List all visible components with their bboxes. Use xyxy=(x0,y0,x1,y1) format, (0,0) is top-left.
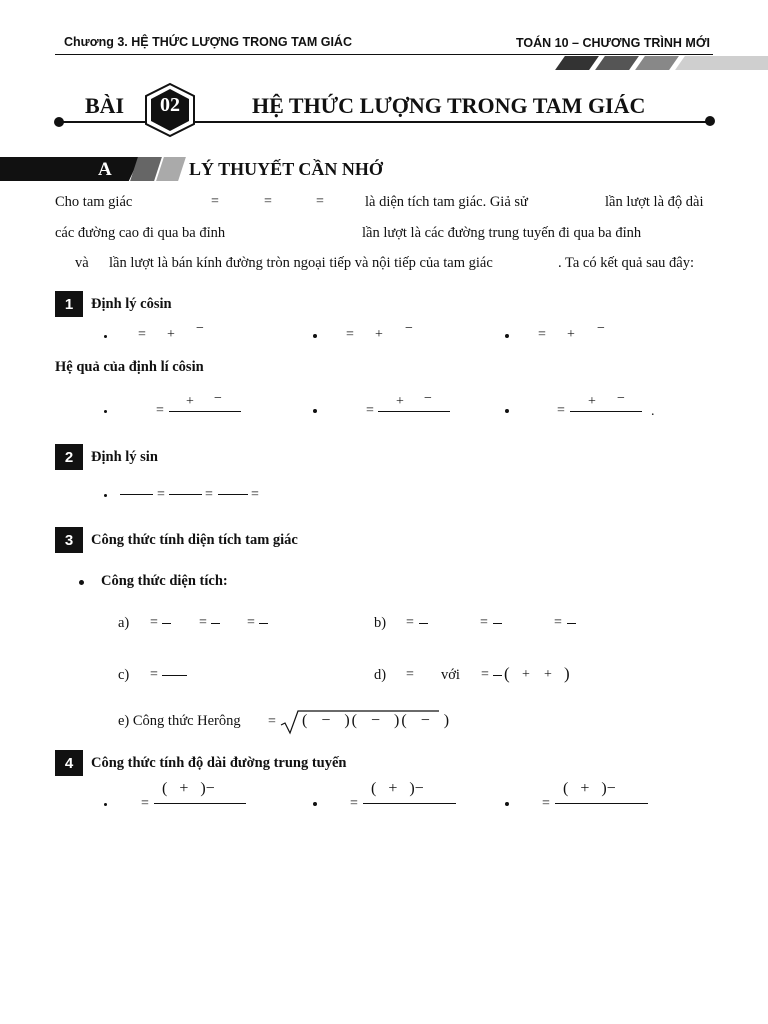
fraction-bar xyxy=(363,803,456,804)
median-numerator: ( + )− xyxy=(162,780,215,797)
paren: ( xyxy=(504,664,510,683)
heron-expression: ( − )( − )( − ) xyxy=(302,712,452,729)
eq-sign: = xyxy=(156,403,164,418)
minus-sign: − xyxy=(405,321,413,336)
lesson-title: HỆ THỨC LƯỢNG TRONG TAM GIÁC xyxy=(248,93,649,119)
eq-sign: = xyxy=(554,615,562,630)
eq-sign: = xyxy=(366,403,374,418)
section-number: 4 xyxy=(55,750,83,776)
period: . xyxy=(651,404,655,419)
bullet xyxy=(505,334,509,338)
eq-sign: = xyxy=(542,796,550,811)
bullet xyxy=(313,802,317,806)
median-numerator: ( + )− xyxy=(563,780,616,797)
plus-sign: + xyxy=(396,394,404,409)
eq-sign: = xyxy=(251,487,259,502)
eq-sign: = xyxy=(406,667,414,682)
intro-text: và xyxy=(75,255,89,271)
corollary-title: Hệ quả của định lí côsin xyxy=(55,359,204,375)
fraction-bar xyxy=(570,411,642,412)
bullet xyxy=(313,409,317,413)
item-label: a) xyxy=(118,615,130,631)
eq-sign: = xyxy=(406,615,414,630)
section-title: Định lý sin xyxy=(91,449,158,465)
fraction-bar xyxy=(259,623,268,624)
header-stripe-3 xyxy=(635,56,679,70)
intro-text: . Ta có kết quả sau đây: xyxy=(558,255,695,271)
bullet xyxy=(104,335,107,338)
minus-sign: − xyxy=(196,321,204,336)
item-label: d) xyxy=(374,667,387,683)
with-word: với xyxy=(441,667,460,683)
fraction-bar xyxy=(211,623,220,624)
plus-sign: + xyxy=(522,667,530,682)
intro-text: lần lượt là bán kính đường tròn ngoại tiếp và nội tiếp của tam giác xyxy=(109,255,493,271)
fraction-bar xyxy=(120,494,153,495)
eq-sign: = xyxy=(264,194,272,209)
section-title: Định lý côsin xyxy=(91,296,172,312)
eq-sign: = xyxy=(247,615,255,630)
intro-text: các đường cao đi qua ba đỉnh xyxy=(55,225,226,241)
intro-text: là diện tích tam giác. Giả sử xyxy=(365,194,528,210)
bullet xyxy=(505,409,509,413)
title-dot-right xyxy=(705,116,715,126)
fraction-bar xyxy=(169,494,202,495)
paren: ) xyxy=(564,664,570,683)
fraction-bar xyxy=(162,675,187,676)
item-label: c) xyxy=(118,667,130,683)
eq-sign: = xyxy=(346,327,354,342)
plus-sign: + xyxy=(567,327,575,342)
bullet xyxy=(79,580,84,585)
intro-text: lần lượt là các đường trung tuyến đi qua ba đỉnh xyxy=(362,225,642,241)
fraction-bar xyxy=(567,623,576,624)
bullet xyxy=(104,410,107,413)
section-title: Công thức tính độ dài đường trung tuyến xyxy=(91,755,347,771)
fraction-bar xyxy=(493,675,502,676)
lesson-number: 02 xyxy=(160,94,180,116)
section-number: 3 xyxy=(55,527,83,553)
fraction-bar xyxy=(162,623,171,624)
chapter-header: Chương 3. HỆ THỨC LƯỢNG TRONG TAM GIÁC xyxy=(64,35,352,49)
fraction-bar xyxy=(218,494,248,495)
header-rule xyxy=(55,54,713,55)
eq-sign: = xyxy=(480,615,488,630)
section-number: 1 xyxy=(55,291,83,317)
eq-sign: = xyxy=(211,194,219,209)
fraction-bar xyxy=(169,411,241,412)
eq-sign: = xyxy=(205,487,213,502)
plus-sign: + xyxy=(186,394,194,409)
eq-sign: = xyxy=(481,667,489,682)
eq-sign: = xyxy=(557,403,565,418)
eq-sign: = xyxy=(538,327,546,342)
section-title: Công thức tính diện tích tam giác xyxy=(91,532,298,548)
section-number: 2 xyxy=(55,444,83,470)
header-stripe-4 xyxy=(675,56,768,70)
item-label: b) xyxy=(374,615,387,631)
eq-sign: = xyxy=(350,796,358,811)
bullet xyxy=(313,334,317,338)
eq-sign: = xyxy=(141,796,149,811)
fraction-bar xyxy=(555,803,648,804)
eq-sign: = xyxy=(157,487,165,502)
bullet xyxy=(104,494,107,497)
section-a-title: LÝ THUYẾT CẦN NHỚ xyxy=(189,159,383,179)
plus-sign: + xyxy=(167,327,175,342)
eq-sign: = xyxy=(316,194,324,209)
plus-sign: + xyxy=(544,667,552,682)
heron-label: e) Công thức Herông xyxy=(118,713,241,729)
fraction-bar xyxy=(378,411,450,412)
plus-sign: + xyxy=(588,394,596,409)
eq-sign: = xyxy=(268,714,276,729)
minus-sign: − xyxy=(597,321,605,336)
section-a-letter: A xyxy=(98,159,112,180)
title-dot-left xyxy=(54,117,64,127)
bullet xyxy=(505,802,509,806)
intro-text: lần lượt là độ dài xyxy=(605,194,704,210)
eq-sign: = xyxy=(138,327,146,342)
header-stripe-1 xyxy=(555,56,599,70)
plus-sign: + xyxy=(375,327,383,342)
eq-sign: = xyxy=(150,615,158,630)
header-stripe-2 xyxy=(595,56,639,70)
section-a-banner xyxy=(0,157,140,181)
minus-sign: − xyxy=(617,391,625,406)
lesson-label: BÀI xyxy=(85,93,125,118)
fraction-bar xyxy=(419,623,428,624)
minus-sign: − xyxy=(214,391,222,406)
minus-sign: − xyxy=(424,391,432,406)
area-heading: Công thức diện tích: xyxy=(101,573,228,589)
eq-sign: = xyxy=(150,667,158,682)
fraction-bar xyxy=(154,803,246,804)
bullet xyxy=(104,803,107,806)
eq-sign: = xyxy=(199,615,207,630)
book-header: TOÁN 10 – CHƯƠNG TRÌNH MỚI xyxy=(516,36,710,50)
intro-text: Cho tam giác xyxy=(55,194,133,210)
median-numerator: ( + )− xyxy=(371,780,424,797)
fraction-bar xyxy=(493,623,502,624)
